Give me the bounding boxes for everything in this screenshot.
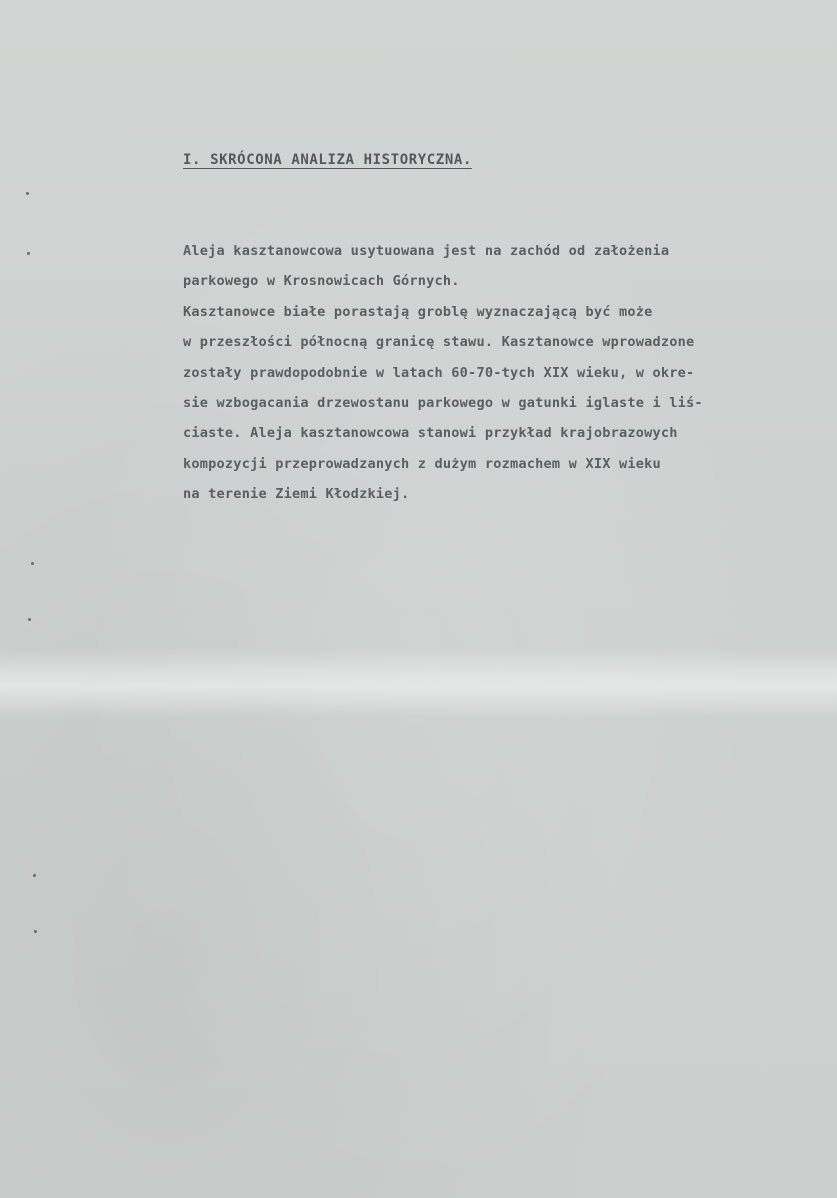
text-line: parkowego w Krosnowicach Górnych. (183, 273, 460, 290)
text-line: Kasztanowce białe porastają groblę wyznaczającą być może (183, 303, 653, 320)
text-line: ciaste. Aleja kasztanowcowa stanowi przykład krajobrazowych (183, 425, 678, 442)
margin-mark (28, 618, 31, 621)
text-line: na terenie Ziemi Kłodzkiej. (183, 486, 410, 503)
text-line: zostały prawdopodobnie w latach 60-70-tych XIX wieku, w okre- (183, 364, 695, 381)
margin-mark (27, 252, 30, 255)
section-heading: I. SKRÓCONA ANALIZA HISTORYCZNA. (183, 152, 472, 168)
text-line: w przeszłości północną granicę stawu. Kasztanowce wprowadzone (183, 334, 695, 351)
text-line: Aleja kasztanowcowa usytuowana jest na zachód od założenia (183, 243, 670, 259)
body-paragraph (183, 236, 803, 510)
margin-mark (34, 930, 37, 933)
margin-mark (33, 874, 36, 877)
margin-mark (26, 192, 29, 195)
paper-fold (0, 648, 837, 718)
text-line: sie wzbogacania drzewostanu parkowego w gatunki iglaste i liś- (183, 395, 703, 412)
text-line: kompozycji przeprowadzanych z dużym rozmachem w XIX wieku (183, 455, 661, 472)
margin-mark (31, 562, 34, 565)
